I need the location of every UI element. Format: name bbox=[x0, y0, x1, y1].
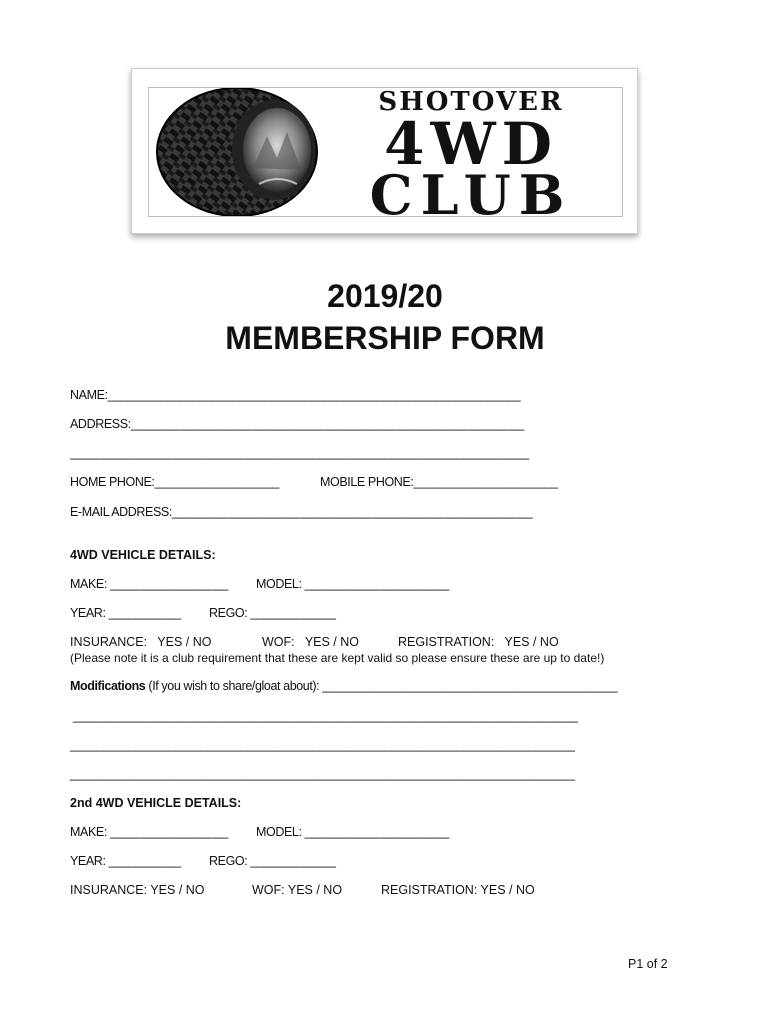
logo-graphic bbox=[149, 88, 622, 216]
second-year-field[interactable]: YEAR: ___________ bbox=[70, 854, 181, 868]
tyre-icon bbox=[157, 88, 317, 216]
club-logo bbox=[131, 68, 638, 234]
form-title: MEMBERSHIP FORM bbox=[225, 320, 545, 356]
wof-field[interactable]: WOF: YES / NO bbox=[262, 635, 360, 649]
modifications-label: Modifications bbox=[70, 679, 146, 693]
year-field[interactable]: YEAR: ___________ bbox=[70, 606, 181, 620]
modifications-line-2[interactable]: _____________________________________________________________________________ bbox=[70, 738, 575, 752]
form-year: 2019/20 bbox=[327, 278, 443, 314]
email-field[interactable]: E-MAIL ADDRESS:_______________________________________________________ bbox=[70, 505, 533, 519]
logo-line-3: CLUB bbox=[369, 163, 573, 216]
address-field-continued[interactable]: ______________________________________________________________________ bbox=[70, 446, 529, 460]
make-field[interactable]: MAKE: __________________ bbox=[70, 577, 228, 591]
rego-field[interactable]: REGO: _____________ bbox=[209, 606, 336, 620]
registration-field[interactable]: REGISTRATION: YES / NO bbox=[398, 635, 559, 649]
logo-line-1: SHOTOVER bbox=[378, 88, 564, 117]
second-model-field[interactable]: MODEL: ______________________ bbox=[256, 825, 449, 839]
validity-note: (Please note it is a club requirement that these are kept valid so please ensure these are up to date!) bbox=[70, 651, 605, 665]
modifications-line-1[interactable]: _____________________________________________________________________________ bbox=[73, 709, 578, 723]
second-vehicle-heading: 2nd 4WD VEHICLE DETAILS: bbox=[70, 796, 242, 810]
address-field[interactable]: ADDRESS:____________________________________________________________ bbox=[70, 417, 524, 431]
modifications-line-3[interactable]: _____________________________________________________________________________ bbox=[70, 767, 575, 781]
home-phone-field[interactable]: HOME PHONE:___________________ bbox=[70, 475, 279, 489]
modifications-field[interactable] bbox=[70, 679, 617, 694]
mobile-phone-field[interactable]: MOBILE PHONE:______________________ bbox=[320, 475, 558, 489]
insurance-field[interactable]: INSURANCE: YES / NO bbox=[70, 635, 212, 649]
vehicle-details-heading: 4WD VEHICLE DETAILS: bbox=[70, 548, 216, 562]
logo-line-2: 4WD bbox=[384, 110, 558, 178]
second-make-field[interactable]: MAKE: __________________ bbox=[70, 825, 228, 839]
second-registration-field[interactable]: REGISTRATION: YES / NO bbox=[381, 883, 535, 897]
model-field[interactable]: MODEL: ______________________ bbox=[256, 577, 449, 591]
second-insurance-field[interactable]: INSURANCE: YES / NO bbox=[70, 883, 205, 897]
modifications-prompt: (If you wish to share/gloat about): _____________________________________________ bbox=[145, 679, 618, 693]
second-rego-field[interactable]: REGO: _____________ bbox=[209, 854, 336, 868]
page-number: P1 of 2 bbox=[628, 957, 668, 971]
second-wof-field[interactable]: WOF: YES / NO bbox=[252, 883, 343, 897]
name-field[interactable]: NAME:_______________________________________________________________ bbox=[70, 388, 521, 402]
logo-panel bbox=[148, 87, 623, 217]
